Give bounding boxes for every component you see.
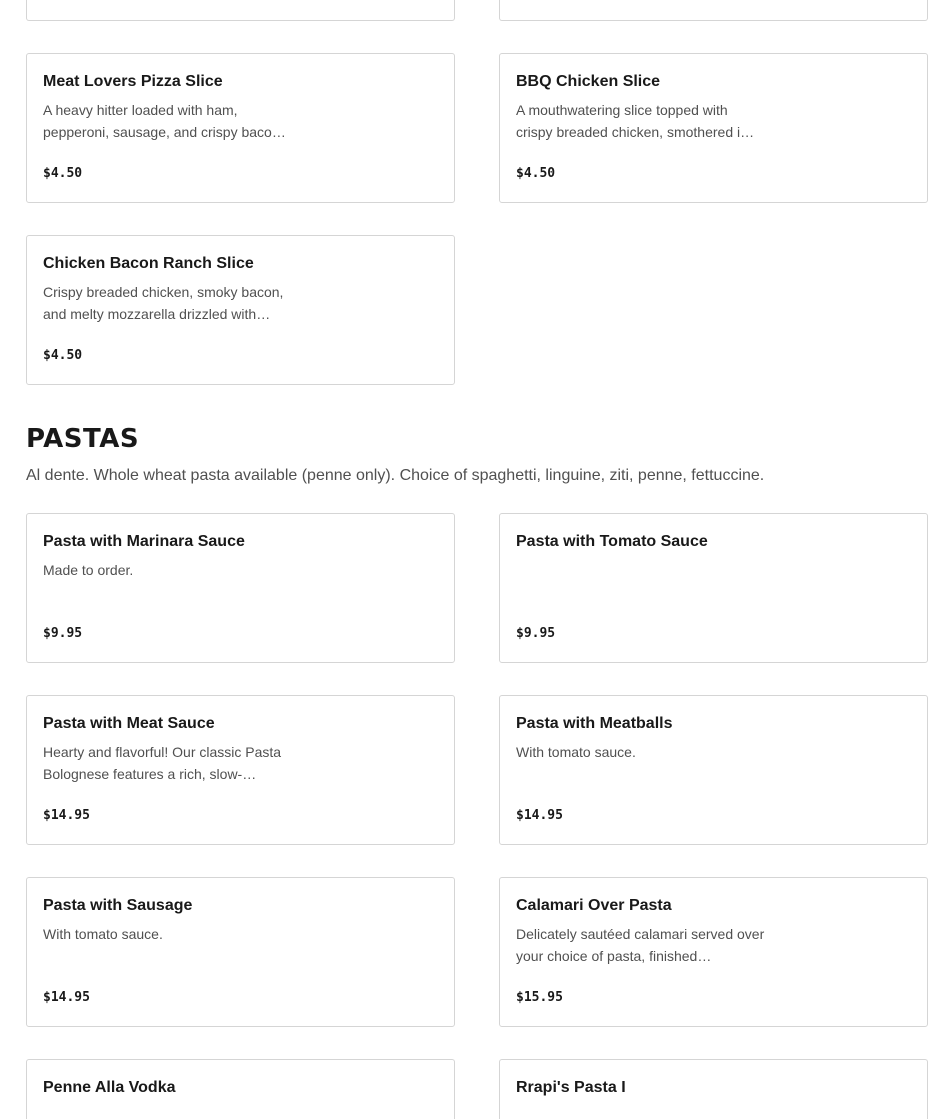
item-price: $4.50 [516,166,556,181]
menu-item-card-pasta-tomato[interactable] [499,513,928,663]
item-description: Delicately sautéed calamari served over your choice of pasta, finished… [516,926,765,964]
item-price: $15.95 [516,990,563,1005]
item-price: $4.50 [43,166,83,181]
item-name: Meat Lovers Pizza Slice [43,73,223,90]
item-price: $14.95 [43,990,90,1005]
item-name: Rrapi's Pasta I [516,1079,626,1096]
menu-item-card[interactable] [26,0,455,21]
item-description: With tomato sauce. [516,744,636,760]
item-price: $4.50 [43,348,83,363]
item-description: Crispy breaded chicken, smoky bacon, and melty mozzarella drizzled with… [43,284,284,322]
item-price: $9.95 [43,626,83,641]
item-name: BBQ Chicken Slice [516,73,661,90]
menu-item-card-chicken-bacon-ranch[interactable] [26,235,455,385]
menu-item-card-meat-lovers[interactable] [26,53,455,203]
menu-item-card-pasta-meatballs[interactable] [499,695,928,845]
item-name: Pasta with Marinara Sauce [43,533,245,550]
item-description: With tomato sauce. [43,926,163,942]
item-price: $9.95 [516,626,556,641]
menu-item-card-pasta-meat-sauce[interactable] [26,695,455,845]
item-name: Calamari Over Pasta [516,897,672,914]
item-name: Pasta with Tomato Sauce [516,533,708,550]
menu-item-card-penne-vodka[interactable] [26,1059,455,1119]
section-title: PASTAS [26,424,140,454]
menu-item-card-bbq-chicken[interactable] [499,53,928,203]
menu-item-card-pasta-marinara[interactable] [26,513,455,663]
item-name: Penne Alla Vodka [43,1079,176,1096]
item-description: A mouthwatering slice topped with crispy breaded chicken, smothered i… [516,102,755,140]
item-description: Made to order. [43,562,134,578]
item-price: $14.95 [516,808,563,823]
menu-item-card[interactable] [499,0,928,21]
menu-item-card-pasta-sausage[interactable] [26,877,455,1027]
item-description: Hearty and flavorful! Our classic Pasta Bolognese features a rich, slow-… [43,744,282,782]
item-description: A heavy hitter loaded with ham, pepperoni, sausage, and crispy baco… [43,102,286,140]
menu-item-card-rrapis-pasta[interactable] [499,1059,928,1119]
menu-item-card-calamari-pasta[interactable] [499,877,928,1027]
item-name: Chicken Bacon Ranch Slice [43,255,254,272]
section-description: Al dente. Whole wheat pasta available (penne only). Choice of spaghetti, linguine, ziti, penne, fettuccine. [26,467,765,484]
item-name: Pasta with Meatballs [516,715,673,732]
item-price: $14.95 [43,808,90,823]
item-name: Pasta with Sausage [43,897,193,914]
item-name: Pasta with Meat Sauce [43,715,215,732]
